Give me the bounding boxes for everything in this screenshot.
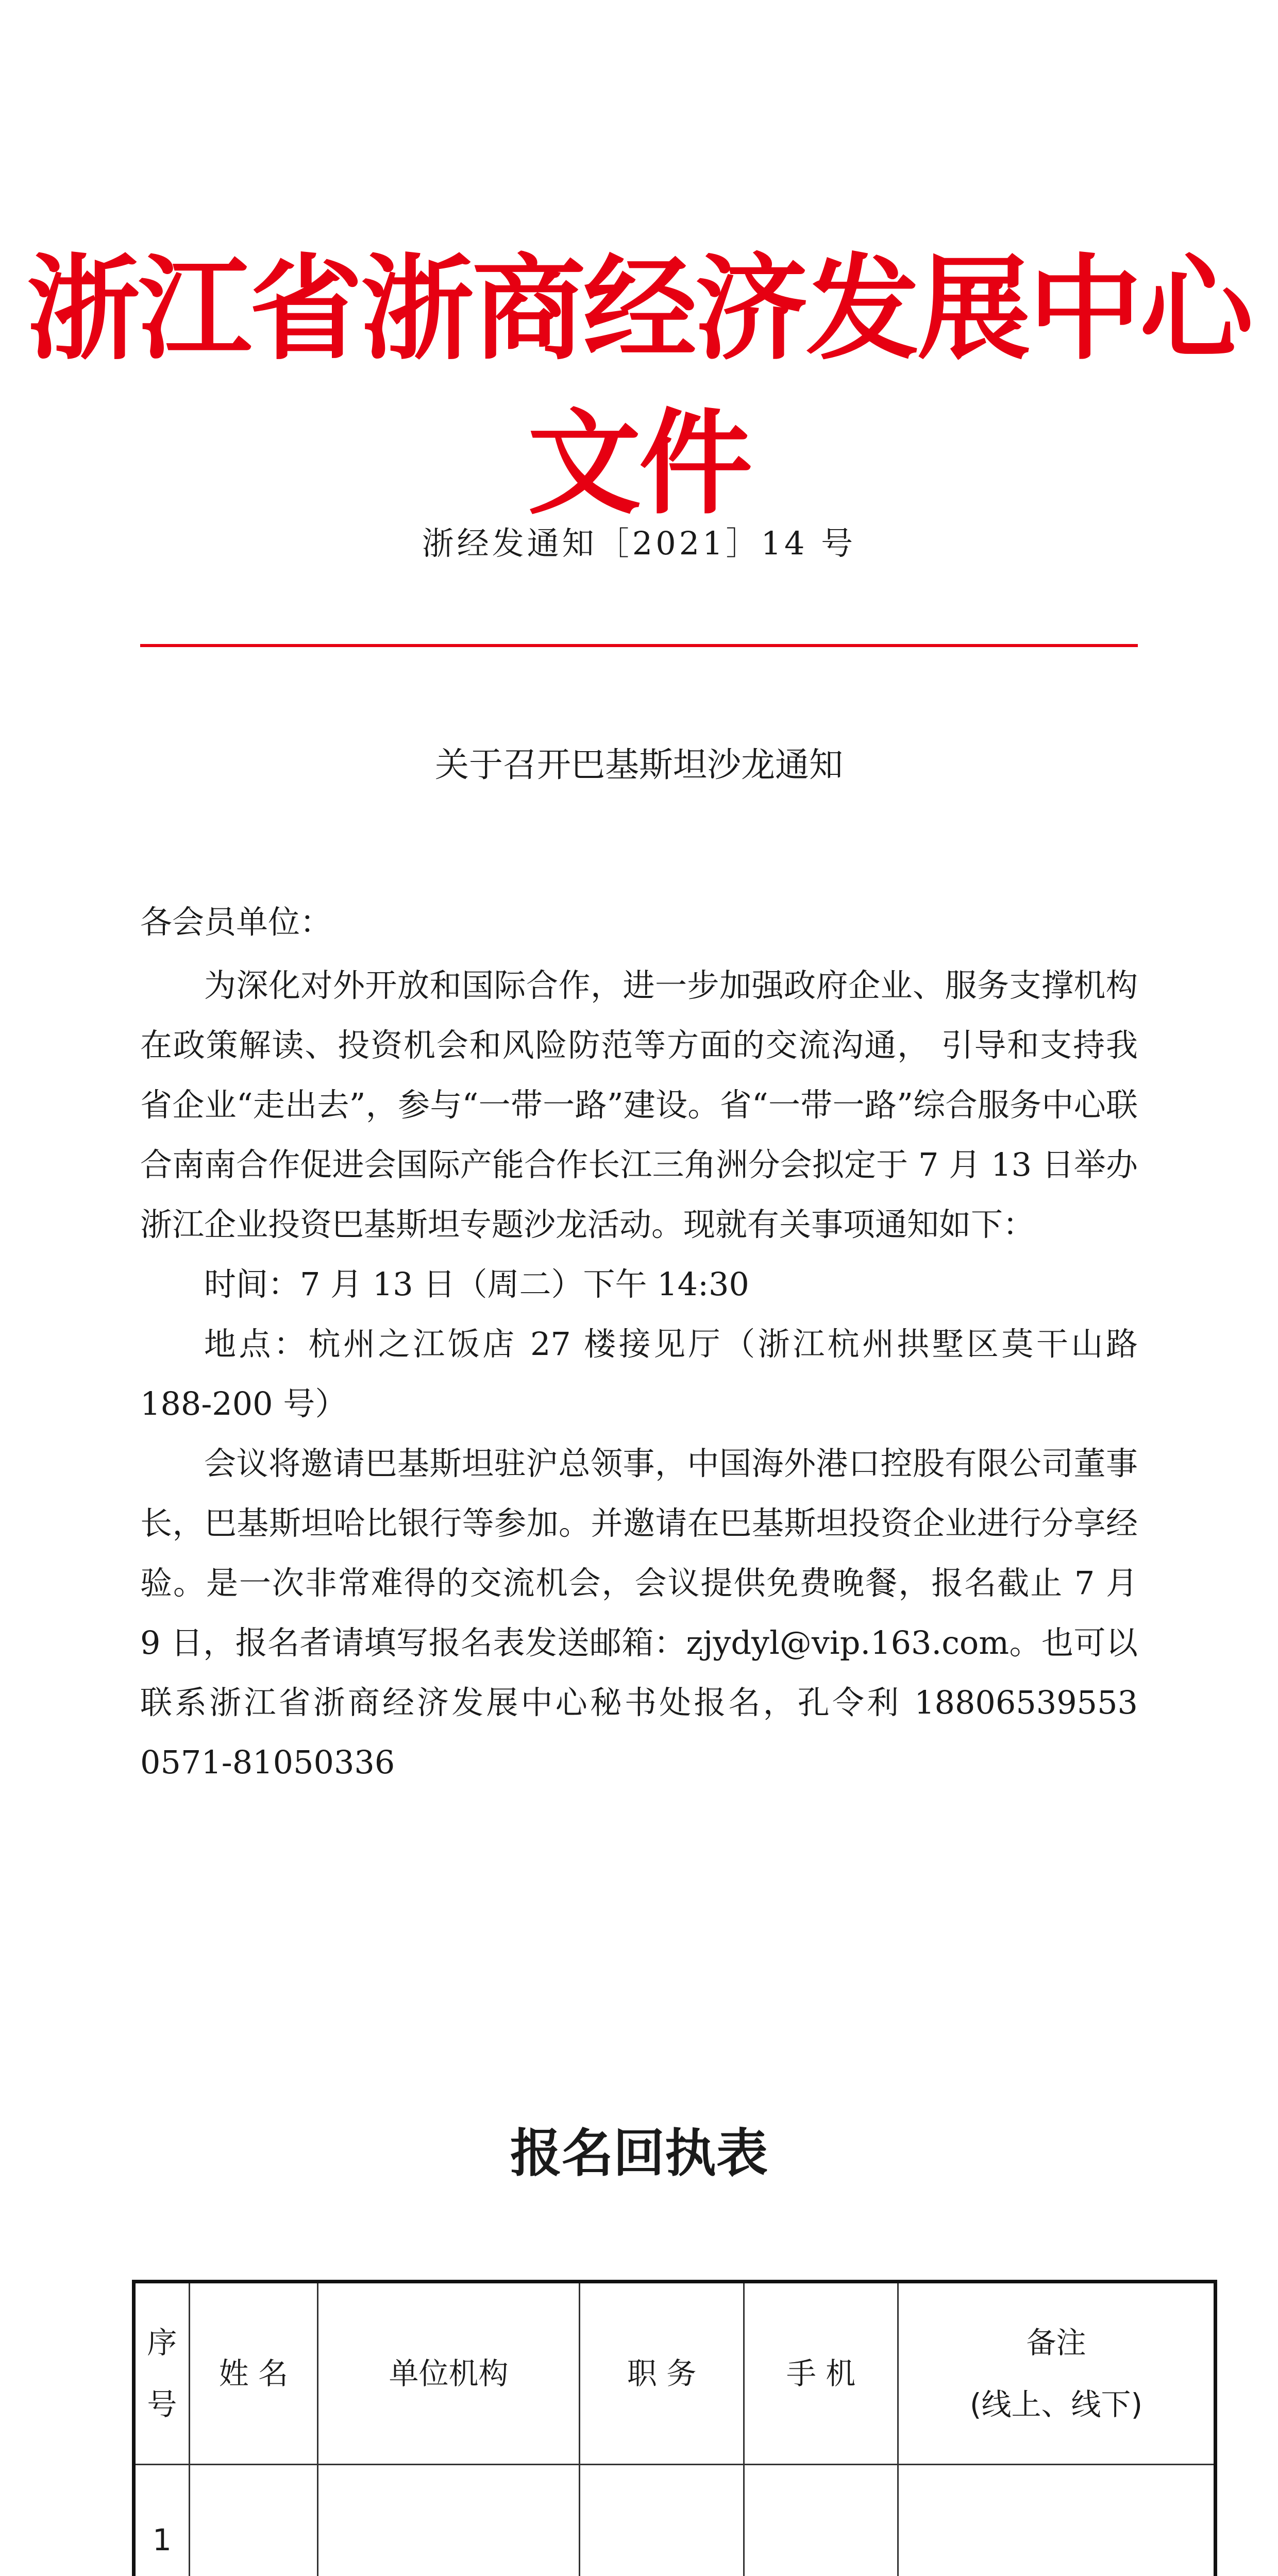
- paragraph-time: 时间：7 月 13 日（周二）下午 14:30: [204, 1265, 749, 1303]
- table-header-row: [134, 2282, 1216, 2465]
- notice-subject: 关于召开巴基斯坦沙龙通知: [435, 745, 843, 785]
- document-title: 浙江省浙商经济发展中心文件: [26, 243, 1251, 530]
- header-position: 职 务: [580, 2282, 744, 2465]
- header-phone: 手 机: [744, 2282, 898, 2465]
- phone-cell[interactable]: [744, 2465, 898, 2576]
- red-divider: [140, 644, 1138, 647]
- table-row: [134, 2465, 1216, 2576]
- notice-body: [140, 956, 1138, 1792]
- position-cell[interactable]: [580, 2465, 744, 2576]
- row-number: 1: [134, 2465, 190, 2576]
- form-title: 报名回执表: [510, 2123, 768, 2183]
- paragraph-details: 会议将邀请巴基斯坦驻沪总领事，中国海外港口控股有限公司董事长，巴基斯坦哈比银行等参加。并邀请在巴基斯坦投资企业进行分享经验。是一次非常难得的交流机会，会议提供免费晚餐，报名截止 7 月 9 日，报名者请填写报名表发送邮箱：zjydyl@vip.163.com。也可以联系浙江省浙商经济发展中心秘书处报名，孔令利 18806539553 0571-81050336: [140, 1445, 1138, 1781]
- header-organization: 单位机构: [318, 2282, 580, 2465]
- header-number: 序 号: [134, 2282, 190, 2465]
- document-number: 浙经发通知［2021］14 号: [422, 524, 856, 562]
- remark-cell[interactable]: [898, 2465, 1216, 2576]
- paragraph-intro: 为深化对外开放和国际合作，进一步加强政府企业、服务支撑机构在政策解读、投资机会和风险防范等方面的交流沟通， 引导和支持我省企业“走出去”，参与“一带一路”建设。省“一带一路”综合服务中心联合南南合作促进会国际产能合作长江三角洲分会拟定于 7 月 13 日举办浙江企业投资巴基斯坦专题沙龙活动。现就有关事项通知如下：: [140, 967, 1138, 1243]
- header-remark: 备注 (线上、线下): [898, 2282, 1216, 2465]
- registration-table: [132, 2280, 1217, 2576]
- name-cell[interactable]: [189, 2465, 317, 2576]
- header-name: 姓 名: [189, 2282, 317, 2465]
- paragraph-location: 地点：杭州之江饭店 27 楼接见厅（浙江杭州拱墅区莫干山路 188-200 号）: [140, 1325, 1138, 1422]
- greeting: 各会员单位：: [140, 903, 332, 941]
- organization-cell[interactable]: [318, 2465, 580, 2576]
